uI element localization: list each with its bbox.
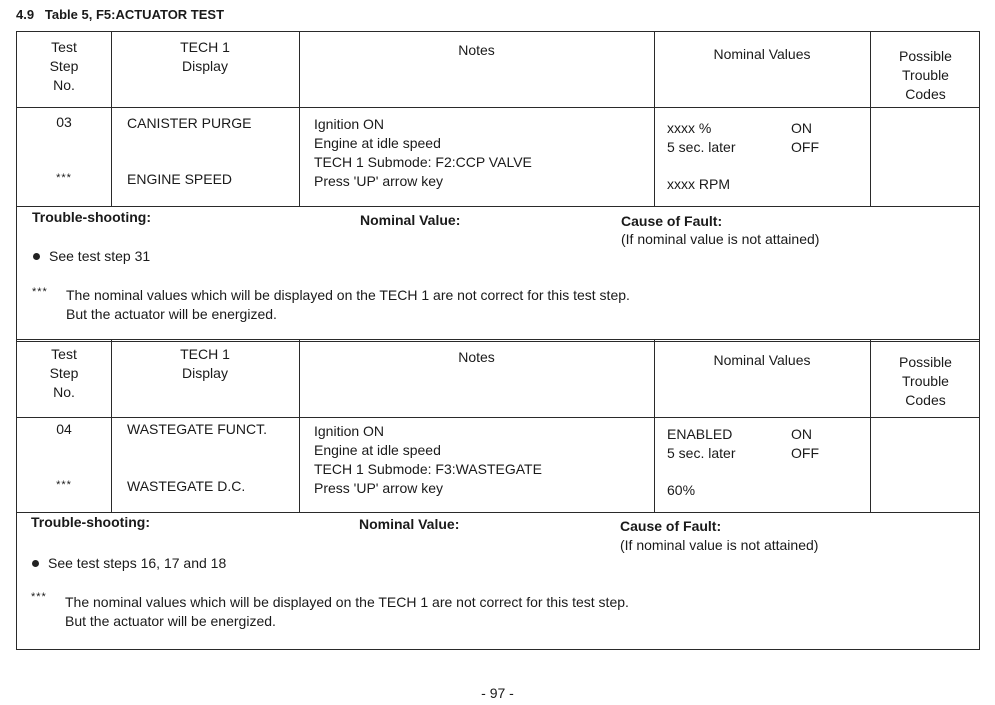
step-stars: *** xyxy=(56,479,72,491)
nominal-bottom: xxxx RPM xyxy=(667,176,730,192)
step-number: 03 xyxy=(56,114,72,130)
nominal-bottom: 60% xyxy=(667,482,696,498)
nominal-left: xxxx % 5 sec. later xyxy=(667,120,736,155)
header-possible-codes: Possible Trouble Codes xyxy=(899,48,952,102)
troubleshooting-label: Trouble-shooting: xyxy=(31,514,150,530)
test-block-04 xyxy=(16,339,980,650)
table-bottom-divider xyxy=(17,206,979,207)
page-number: - 97 - xyxy=(481,685,514,701)
nominal-right: ON OFF xyxy=(791,426,819,461)
troubleshooting-label: Trouble-shooting: xyxy=(32,209,151,225)
step-number: 04 xyxy=(56,421,72,437)
header-test-step: Test Step No. xyxy=(49,346,79,400)
header-test-step: Test Step No. xyxy=(49,39,79,93)
header-possible-codes: Possible Trouble Codes xyxy=(899,354,952,408)
cause-of-fault-note: (If nominal value is not attained) xyxy=(620,537,819,553)
note-line: TECH 1 Submode: F2:CCP VALVE xyxy=(314,154,532,170)
footnote: The nominal values which will be displayed on the TECH 1 are not correct for this test step. But the actuator will be energized. xyxy=(65,594,629,629)
cause-of-fault-label: Cause of Fault: xyxy=(620,518,722,534)
nominal-left: ENABLED 5 sec. later xyxy=(667,426,736,461)
note-line: Ignition ON xyxy=(314,423,385,439)
note-line: Ignition ON xyxy=(314,116,385,132)
nominal-value-label: Nominal Value: xyxy=(360,212,461,228)
note-line: Press 'UP' arrow key xyxy=(314,173,444,189)
table-bottom-divider xyxy=(17,512,979,513)
tech1-display-2: WASTEGATE D.C. xyxy=(127,478,246,494)
note-line: Engine at idle speed xyxy=(314,135,441,151)
note-line: Press 'UP' arrow key xyxy=(314,480,444,496)
tech1-display-1: CANISTER PURGE xyxy=(127,115,252,131)
nominal-value-label: Nominal Value: xyxy=(359,516,460,532)
bullet-icon xyxy=(32,560,39,567)
note-line: Engine at idle speed xyxy=(314,442,441,458)
header-divider xyxy=(17,417,979,418)
header-tech1-display: TECH 1 Display xyxy=(180,39,230,74)
notes-list xyxy=(314,422,542,498)
header-nominal-values: Nominal Values xyxy=(713,352,811,368)
note-line: TECH 1 Submode: F3:WASTEGATE xyxy=(314,461,542,477)
section-title: 4.9 Table 5, F5:ACTUATOR TEST xyxy=(16,7,225,22)
header-notes: Notes xyxy=(458,349,495,365)
header-tech1-display: TECH 1 Display xyxy=(180,346,230,381)
notes-list xyxy=(314,115,532,191)
bullet-item: See test step 31 xyxy=(33,247,150,266)
header-divider xyxy=(17,107,979,108)
bullet-item: See test steps 16, 17 and 18 xyxy=(32,554,226,573)
nominal-right: ON OFF xyxy=(791,120,819,155)
tech1-display-2: ENGINE SPEED xyxy=(127,171,233,187)
cause-of-fault-label: Cause of Fault: xyxy=(621,213,723,229)
bullet-icon xyxy=(33,253,40,260)
footnote: The nominal values which will be displayed on the TECH 1 are not correct for this test step. But the actuator will be energized. xyxy=(66,287,630,322)
header-nominal-values: Nominal Values xyxy=(713,46,811,62)
header-notes: Notes xyxy=(458,42,495,58)
step-stars: *** xyxy=(56,172,72,184)
cause-of-fault-note: (If nominal value is not attained) xyxy=(621,231,820,247)
footnote-stars: *** xyxy=(31,591,47,603)
footnote-stars: *** xyxy=(32,286,48,298)
test-block-03 xyxy=(16,31,980,342)
tech1-display-1: WASTEGATE FUNCT. xyxy=(127,421,267,437)
